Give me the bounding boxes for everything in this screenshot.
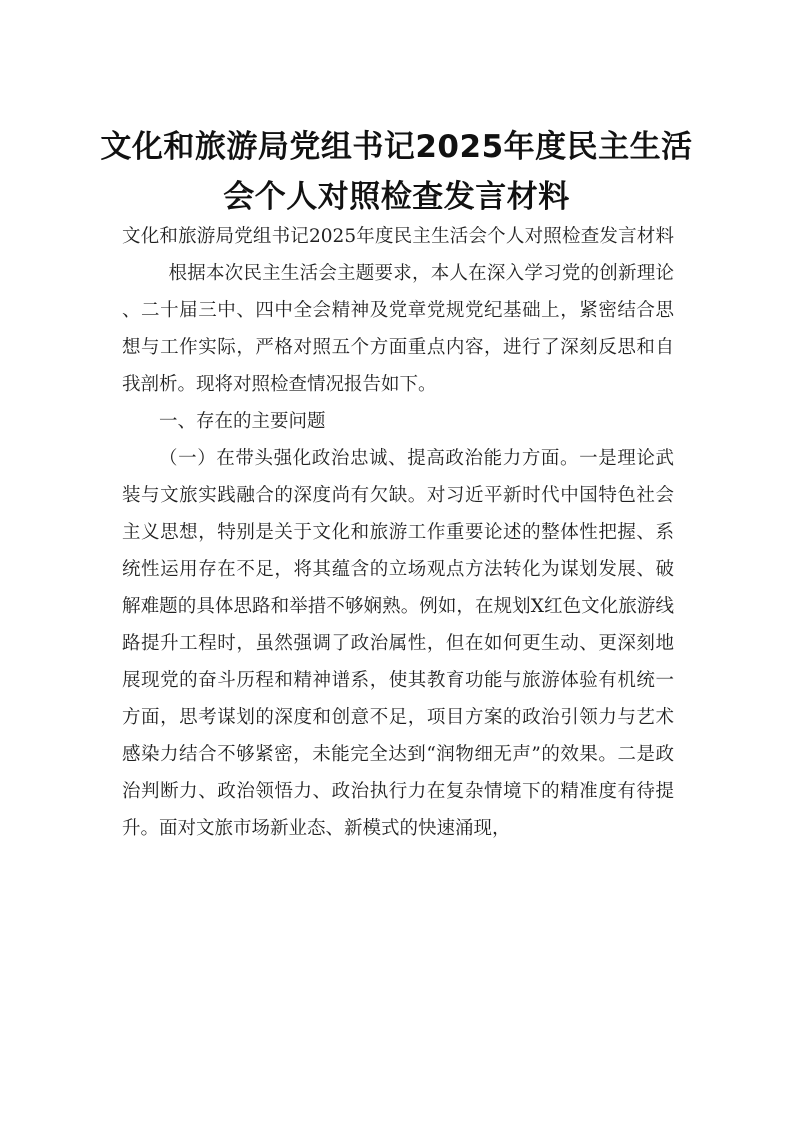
intro-text: 根据本次民主生活会主题要求，本人在深入学习党的创新理论、二十届三中、四中全会精神及党章党规党纪基础上，紧密结合思想与工作实际，严格对照五个方面重点内容，进行了深刻反思和自我剖析。现将对照检查情况报告如下。 [122, 263, 674, 395]
intro-paragraph [122, 218, 674, 403]
document-title [100, 122, 693, 222]
document-body [122, 218, 674, 847]
intro-title-repeat: 文化和旅游局党组书记2025年度民主生活会个人对照检查发言材料 [122, 226, 674, 247]
section1-paragraph-1: （一）在带头强化政治忠诚、提高政治能力方面。一是理论武装与文旅实践融合的深度尚有欠缺。对习近平新时代中国特色社会主义思想，特别是关于文化和旅游工作重要论述的整体性把握、系统性运用存在不足，将其蕴含的立场观点方法转化为谋划发展、破解难题的具体思路和举措不够娴熟。例如，在规划X红色文化旅游线路提升工程时，虽然强调了政治属性，但在如何更生动、更深刻地展现党的奋斗历程和精神谱系，使其教育功能与旅游体验有机统一方面，思考谋划的深度和创意不足，项目方案的政治引领力与艺术感染力结合不够紧密，未能完全达到“润物细无声”的效果。二是政治判断力、政治领悟力、政治执行力在复杂情境下的精准度有待提升。面对文旅市场新业态、新模式的快速涌现， [122, 448, 674, 839]
title-line-2: 会个人对照检查发言材料 [223, 179, 570, 215]
section1-heading: 一、存在的主要问题 [159, 411, 326, 432]
title-line-1: 文化和旅游局党组书记2025年度民主生活 [100, 129, 693, 165]
